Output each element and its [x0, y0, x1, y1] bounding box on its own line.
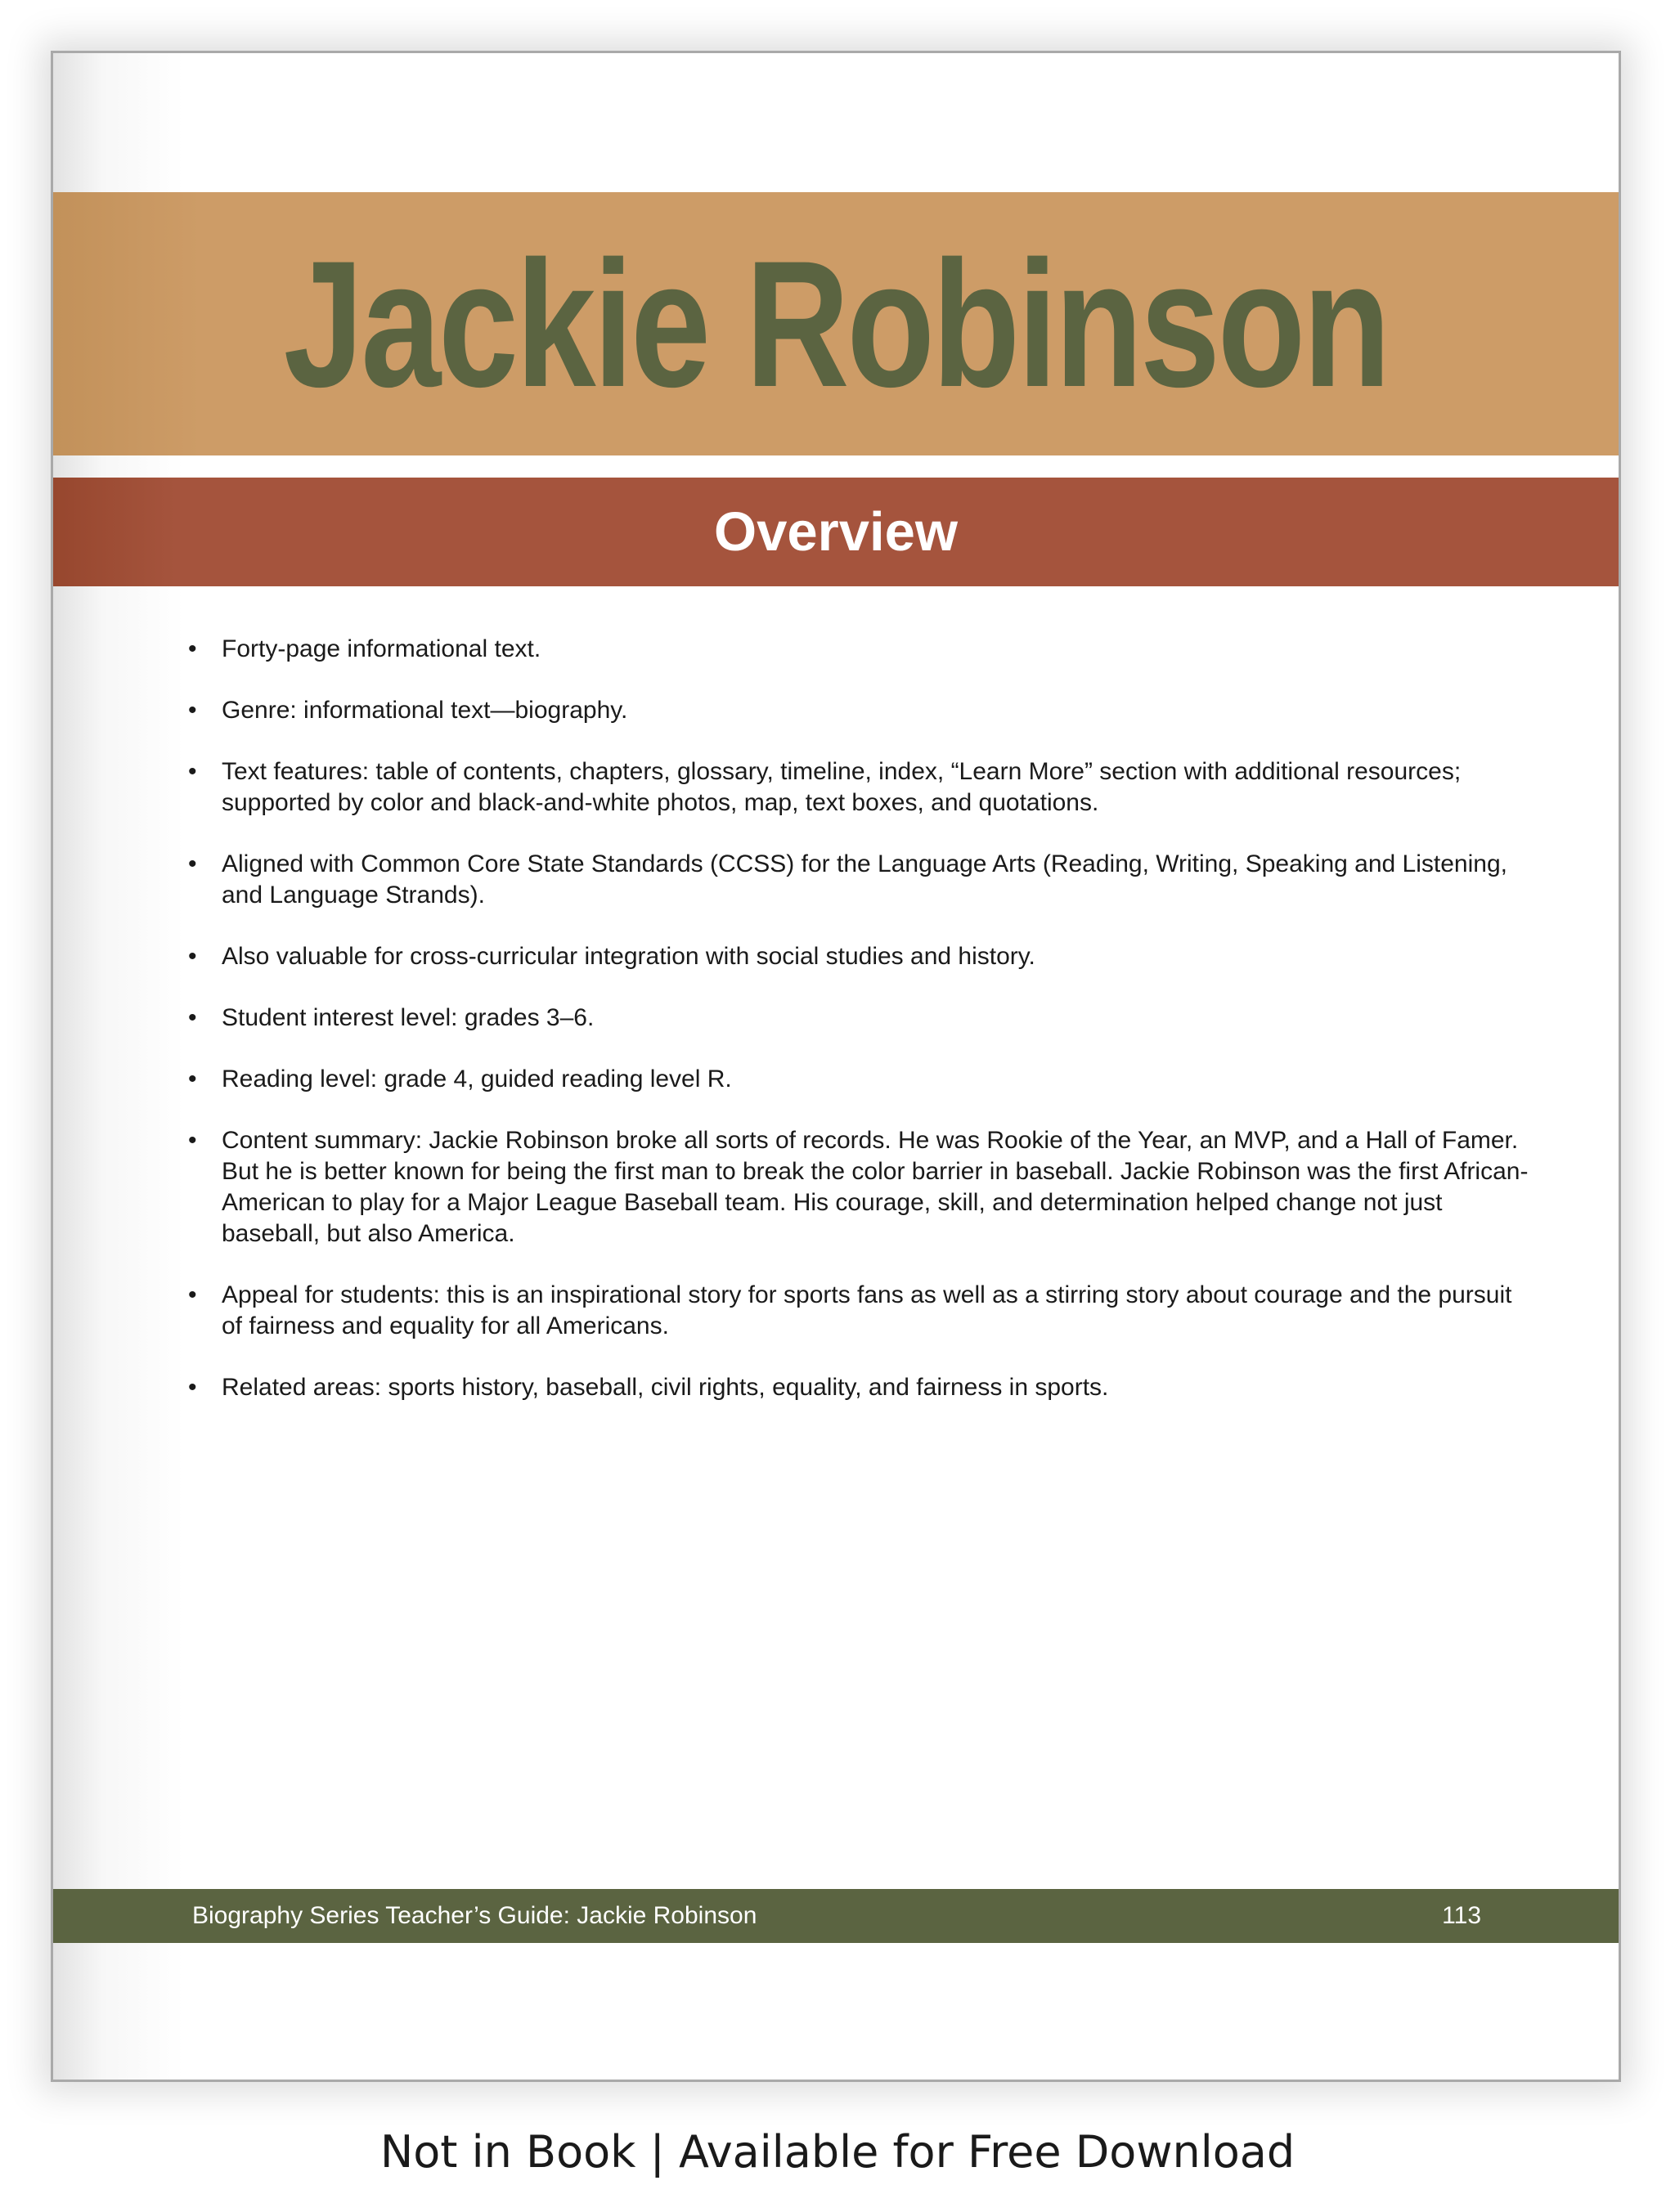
list-item-text: Content summary: Jackie Robinson broke all sorts of records. He was Rookie of the Year, an MVP, and a Hall of Famer. But he is better known for being the first man to break the color barrier in baseball. Jackie Robinson was the first African-American to play for a Major League Baseball team. His courage, skill, and determination helped change not just baseball, but also America.	[222, 1127, 1529, 1247]
list-item-text: Forty-page informational text.	[222, 635, 541, 662]
list-item-text: Text features: table of contents, chapters, glossary, timeline, index, “Learn More” section with additional resources; supported by color and black-and-white photos, map, text boxes, and quotations.	[222, 758, 1462, 816]
list-item-text: Aligned with Common Core State Standards (CCSS) for the Language Arts (Reading, Writing, Speaking and Listening, and Language Strands).	[222, 850, 1507, 909]
download-note: Not in Book | Available for Free Download	[379, 2126, 1296, 2178]
section-banner	[53, 478, 1619, 586]
page-footer	[53, 1889, 1619, 1943]
title-banner	[53, 192, 1619, 455]
bullet-icon: •	[188, 1374, 197, 1401]
list-item	[188, 1125, 1529, 1250]
bullet-icon: •	[188, 758, 197, 785]
list-item	[188, 1064, 1529, 1095]
list-item	[188, 756, 1529, 819]
page-number: 113	[1442, 1902, 1481, 1929]
list-item	[188, 941, 1529, 972]
bullet-icon: •	[188, 850, 197, 877]
bullet-icon: •	[188, 1004, 197, 1031]
list-item-text: Student interest level: grades 3–6.	[222, 1004, 595, 1031]
list-item-text: Reading level: grade 4, guided reading level R.	[222, 1066, 732, 1093]
bullet-icon: •	[188, 697, 197, 724]
list-item	[188, 1372, 1529, 1403]
overview-list	[188, 634, 1529, 1434]
document-page	[51, 51, 1621, 2082]
list-item-text: Also valuable for cross-curricular integration with social studies and history.	[222, 943, 1035, 970]
list-item-text: Genre: informational text—biography.	[222, 697, 628, 724]
bullet-icon: •	[188, 635, 197, 662]
bullet-icon: •	[188, 1066, 197, 1093]
list-item	[188, 634, 1529, 665]
section-heading: Overview	[714, 501, 958, 563]
bullet-icon: •	[188, 943, 197, 970]
page-title: Jackie Robinson	[283, 222, 1389, 424]
footer-guide-title: Biography Series Teacher’s Guide: Jackie Robinson	[192, 1902, 757, 1929]
list-item	[188, 1280, 1529, 1342]
bullet-icon: •	[188, 1281, 197, 1308]
list-item	[188, 849, 1529, 911]
list-item-text: Appeal for students: this is an inspirational story for sports fans as well as a stirring story about courage and the pursuit of fairness and equality for all Americans.	[222, 1281, 1512, 1339]
list-item	[188, 1003, 1529, 1034]
bullet-icon: •	[188, 1127, 197, 1154]
list-item-text: Related areas: sports history, baseball, civil rights, equality, and fairness in sports.	[222, 1374, 1109, 1401]
list-item	[188, 695, 1529, 726]
